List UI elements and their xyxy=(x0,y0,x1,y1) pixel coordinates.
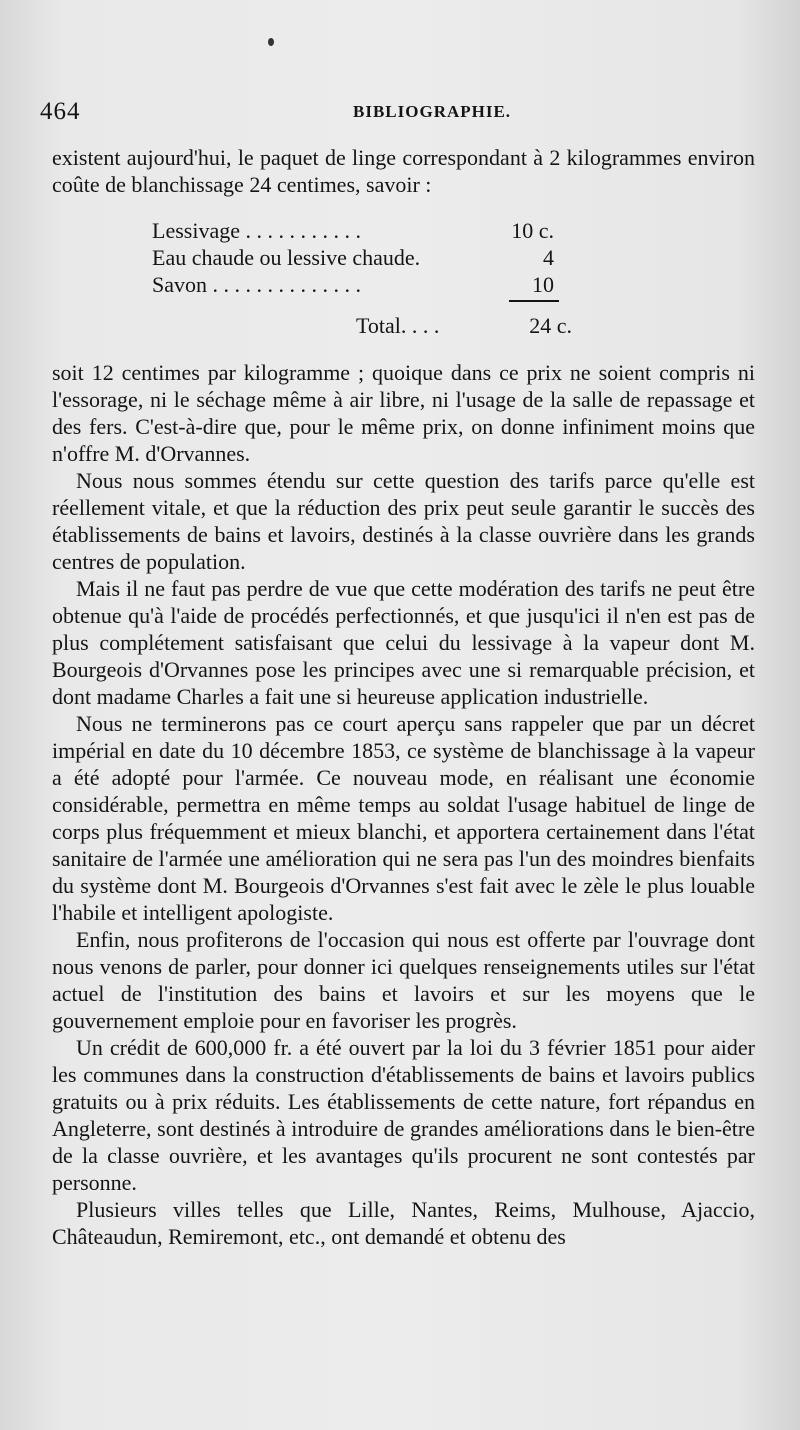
paragraph: Un crédit de 600,000 fr. a été ouvert par la loi du 3 février 1851 pour aider les communes dans la construction d'établissements de bains et lavoirs publics gratuits ou à prix réduits. Les établissements de cette nature, fort répandus en Angleterre, sont destinés à introduire de grandes améliorations dans le bien-être de la classe ouvrière, et les avantages qu'ils procurent ne sont contestés par personne. xyxy=(52,1035,755,1195)
total-label: Total. . . . xyxy=(356,313,440,338)
paragraph: Enfin, nous profiterons de l'occasion qui nous est offerte par l'ouvrage dont nous venons de parler, pour donner ici quelques renseignements utiles sur l'état actuel de l'institution des bains et lavoirs et sur les moyens que le gouvernement emploie pour en favoriser les progrès. xyxy=(52,927,755,1033)
total-value: 24 c. xyxy=(529,313,572,338)
ink-speck xyxy=(268,38,274,46)
paragraph: soit 12 centimes par kilogramme ; quoique dans ce prix ne soient compris ni l'essorage, ni le séchage même à air libre, ni l'usage de la salle de repassage et des fers. C'est-à-dire que, pour le même prix, on donne infiniment moins que n'offre M. d'Orvannes. xyxy=(52,360,755,466)
total-row xyxy=(356,312,572,339)
cost-row xyxy=(152,244,572,271)
paragraph: Plusieurs villes telles que Lille, Nantes, Reims, Mulhouse, Ajaccio, Châteaudun, Remiremont, etc., ont demandé et obtenu des xyxy=(52,1197,755,1249)
cost-table xyxy=(152,217,572,338)
page-header xyxy=(40,98,760,128)
sum-rule xyxy=(509,300,559,302)
cost-row xyxy=(152,271,572,298)
cost-value: 10 xyxy=(532,272,554,297)
intro-paragraph: existent aujourd'hui, le paquet de linge correspondant à 2 kilogrammes environ coûte de blanchissage 24 centimes, savoir : xyxy=(52,145,755,197)
paragraph: Nous ne terminerons pas ce court aperçu sans rappeler que par un décret impérial en date du 10 décembre 1853, ce système de blanchissage à la vapeur a été adopté pour l'armée. Ce nouveau mode, en réalisant une économie considérable, permettra en même temps au soldat l'usage habituel de linge de corps plus fréquemment et mieux blanchi, et apportera certainement dans l'état sanitaire de l'armée une amélioration qui ne sera pas l'un des moindres bienfaits du système dont M. Bourgeois d'Orvannes s'est fait avec le zèle le plus louable l'habile et intelligent apologiste. xyxy=(52,711,755,925)
cost-value: 10 c. xyxy=(511,218,554,243)
cost-label: Lessivage . . . . . . . . . . . xyxy=(152,218,361,243)
cost-label: Savon . . . . . . . . . . . . . . xyxy=(152,272,361,297)
cost-value: 4 xyxy=(543,245,554,270)
running-head: BIBLIOGRAPHIE. xyxy=(353,102,512,121)
paragraph: Mais il ne faut pas perdre de vue que cette modération des tarifs ne peut être obtenue qu'à l'aide de procédés perfectionnés, et que jusqu'ici il n'en est pas de plus complétement satisfaisant que celui du lessivage à la vapeur dont M. Bourgeois d'Orvannes pose les principes avec une si remarquable précision, et dont madame Charles a fait une si heureuse application industrielle. xyxy=(52,576,755,709)
page-number: 464 xyxy=(40,98,81,125)
cost-row xyxy=(152,217,572,244)
cost-label: Eau chaude ou lessive chaude. xyxy=(152,245,421,270)
body-text xyxy=(52,359,755,1250)
paragraph: Nous nous sommes étendu sur cette question des tarifs parce qu'elle est réellement vitale, et que la réduction des prix peut seule garantir le succès des établissements de bains et lavoirs, destinés à la classe ouvrière dans les grands centres de population. xyxy=(52,468,755,574)
